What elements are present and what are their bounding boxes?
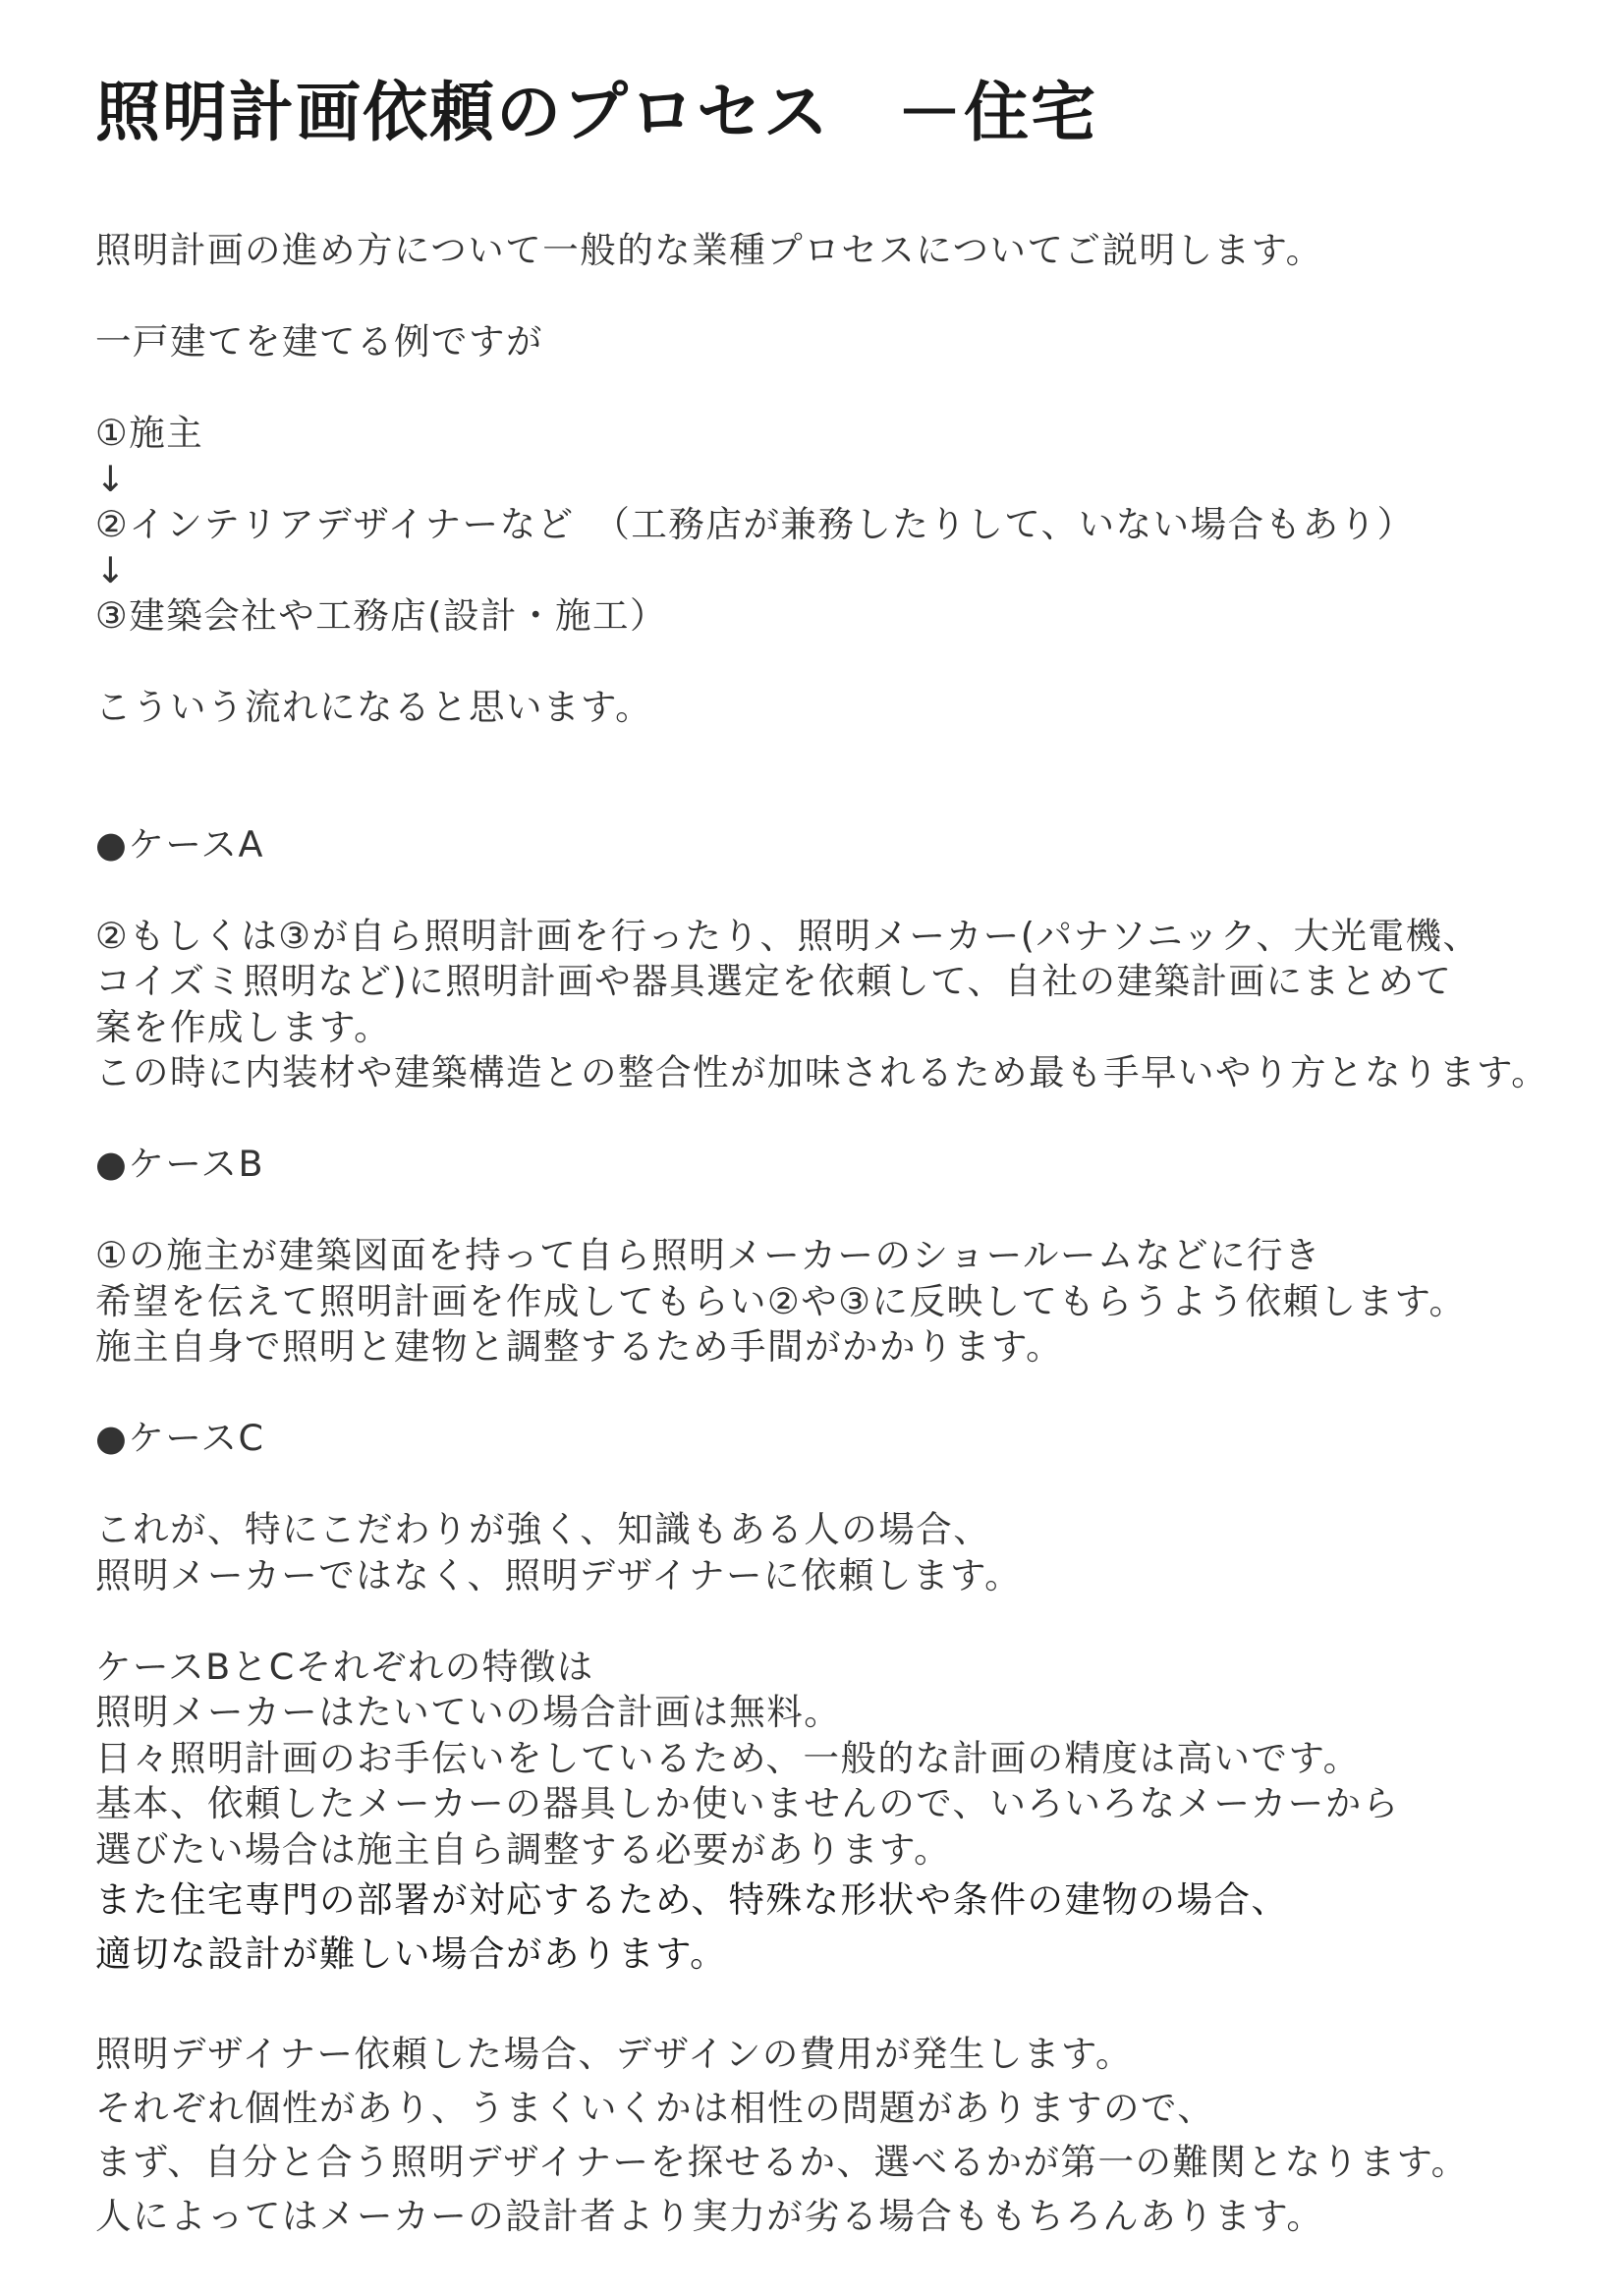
- designer-line: それぞれ個性があり、うまくいくかは相性の問題がありますので、: [95, 2086, 1215, 2129]
- intro-line: 一戸建てを建てる例ですが: [95, 320, 543, 363]
- case-a-section: [95, 822, 1608, 1143]
- comparison-line: 照明メーカーはたいていの場合計画は無料。: [95, 1691, 842, 1733]
- case-c-section: [95, 1416, 1608, 1645]
- comparison-line: 日々照明計画のお手伝いをしているため、一般的な計画の精度は高いです。: [95, 1736, 1361, 1779]
- case-line: この時に内装材や建築構造との整合性が加味されるため最も手早いやり方となります。: [95, 1051, 1549, 1093]
- process-arrow: ↓: [95, 457, 128, 500]
- case-line: 照明メーカーではなく、照明デザイナーに依頼します。: [95, 1553, 1023, 1596]
- process-arrow: ↓: [95, 548, 128, 591]
- comparison-dark-section: [95, 1873, 1608, 2027]
- comparison-section: [95, 1645, 1608, 1874]
- comparison-line: 選びたい場合は施主自ら調整する必要があります。: [95, 1827, 952, 1871]
- designer-section: [95, 2027, 1608, 2243]
- case-line: コイズミ照明など)に照明計画や器具選定を依頼して、自社の建築計画にまとめて: [95, 960, 1453, 1002]
- designer-line: まず、自分と合う照明デザイナーを探せるか、選べるかが第一の難関となります。: [95, 2140, 1469, 2183]
- case-line: これが、特にこだわりが強く、知識もある人の場合、: [95, 1508, 991, 1550]
- process-step-3: ③建築会社や工務店(設計・施工）: [95, 594, 667, 637]
- page-title: 照明計画依頼のプロセス －住宅: [95, 75, 1097, 150]
- case-b-section: [95, 1142, 1608, 1416]
- document-page: [95, 69, 1608, 2243]
- comparison-line: 基本、依頼したメーカーの器具しか使いませんので、いろいろなメーカーから: [95, 1782, 1400, 1824]
- comparison-line: ケースBとCそれぞれの特徴は: [95, 1645, 594, 1688]
- case-line: ②もしくは③が自ら照明計画を行ったり、照明メーカー(パナソニック、大光電機、: [95, 914, 1481, 957]
- process-step-1: ①施主: [95, 412, 204, 454]
- comparison-line: 適切な設計が難しい場合があります。: [95, 1932, 728, 1975]
- case-heading: ●ケースA: [95, 822, 264, 866]
- flow-note: こういう流れになると思います。: [95, 686, 653, 728]
- case-line: 希望を伝えて照明計画を作成してもらい②や③に反映してもらうよう依頼します。: [95, 1279, 1467, 1322]
- comparison-line: また住宅専門の部署が対応するため、特殊な形状や条件の建物の場合、: [95, 1878, 1289, 1921]
- designer-line: 照明デザイナー依頼した場合、デザインの費用が発生します。: [95, 2032, 1133, 2075]
- process-section: [95, 411, 1608, 822]
- intro-section: [95, 228, 1608, 411]
- process-step-2: ②インテリアデザイナーなど （工務店が兼務したりして、いない場合もあり）: [95, 503, 1415, 545]
- case-line: ①の施主が建築図面を持って自ら照明メーカーのショールームなどに行き: [95, 1234, 1322, 1276]
- case-heading: ●ケースB: [95, 1143, 265, 1185]
- case-line: 施主自身で照明と建物と調整するため手間がかかります。: [95, 1325, 1064, 1368]
- designer-line: 人によってはメーカーの設計者より実力が劣る場合ももちろんあります。: [95, 2194, 1324, 2237]
- case-line: 案を作成します。: [95, 1005, 392, 1048]
- intro-line: 照明計画の進め方について一般的な業種プロセスについてご説明します。: [95, 229, 1323, 271]
- case-heading: ●ケースC: [95, 1417, 265, 1459]
